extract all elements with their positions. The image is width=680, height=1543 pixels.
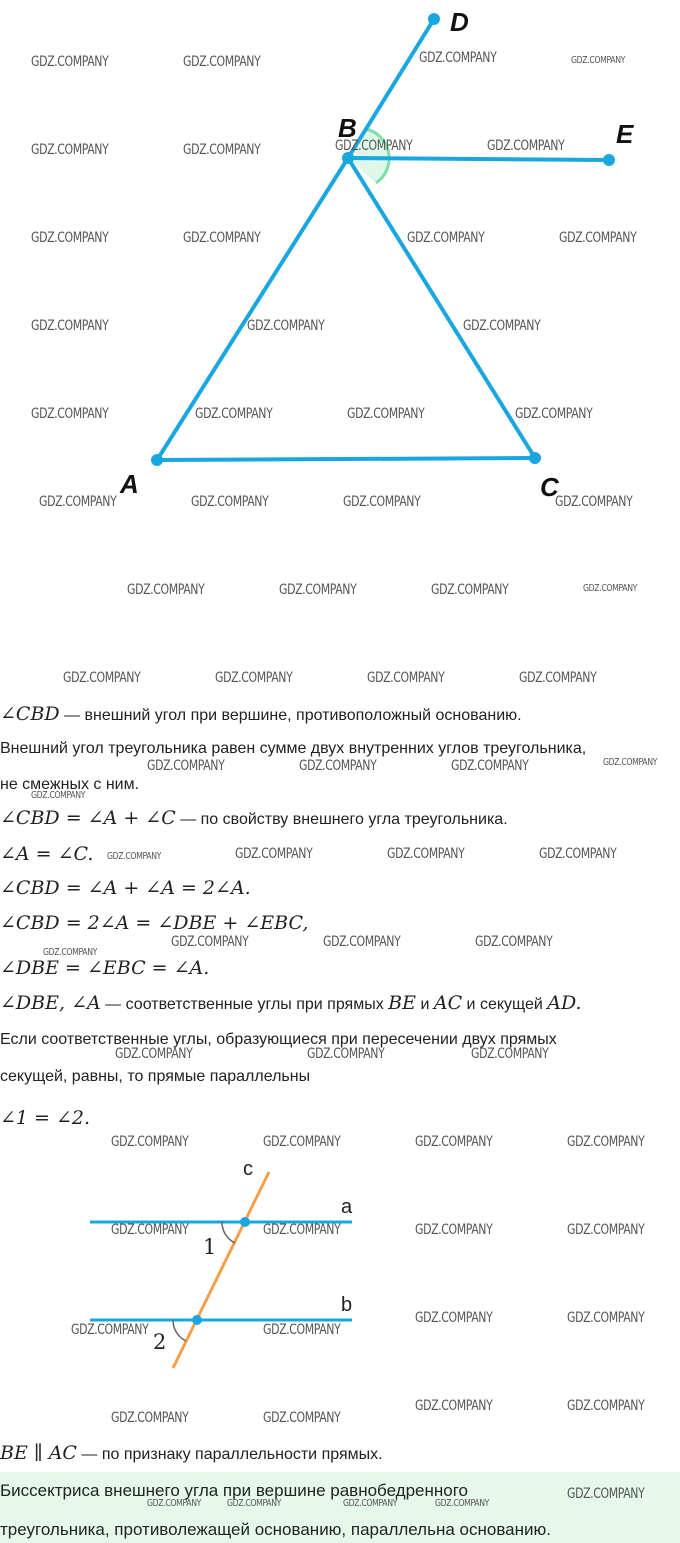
text: Внешний угол треугольника равен сумме двух внутренних углов треугольника,: [0, 740, 587, 757]
line-theorem: [0, 738, 680, 760]
watermark: GDZ.COMPANY: [127, 582, 205, 598]
watermark: GDZ.COMPANY: [567, 1134, 645, 1150]
angle-2-arc: [173, 1320, 186, 1341]
label-c: C: [540, 472, 559, 502]
watermark: GDZ.COMPANY: [147, 758, 225, 774]
watermark: GDZ.COMPANY: [247, 318, 325, 334]
watermark: GDZ.COMPANY: [387, 846, 465, 862]
watermark: GDZ.COMPANY: [487, 138, 565, 154]
watermark: GDZ.COMPANY: [415, 1222, 493, 1238]
watermark: GDZ.COMPANY: [603, 757, 658, 768]
ray-be: [348, 158, 609, 160]
watermark: GDZ.COMPANY: [183, 142, 261, 158]
text: не смежных с ним.: [0, 776, 140, 793]
text: Если соответственные углы, образующиеся при пересечении двух прямых: [0, 1031, 557, 1048]
point-c: [529, 452, 541, 464]
label-b: B: [338, 113, 357, 143]
watermark: GDZ.COMPANY: [31, 790, 86, 801]
label-a: A: [120, 469, 139, 499]
watermark: GDZ.COMPANY: [415, 1134, 493, 1150]
math-expr: ∠1 = ∠2.: [0, 1107, 91, 1129]
watermark: GDZ.COMPANY: [583, 583, 638, 594]
line-corresponding: [0, 992, 680, 1016]
angle-1-arc: [222, 1222, 235, 1243]
watermark: GDZ.COMPANY: [539, 846, 617, 862]
line-property: [0, 807, 680, 831]
watermark: GDZ.COMPANY: [567, 1310, 645, 1326]
watermark: GDZ.COMPANY: [567, 1222, 645, 1238]
watermark: GDZ.COMPANY: [111, 1222, 189, 1238]
line-split: [0, 912, 680, 936]
watermark: GDZ.COMPANY: [147, 1498, 202, 1509]
watermark: GDZ.COMPANY: [263, 1134, 341, 1150]
text: и секущей: [462, 996, 548, 1013]
point-e: [603, 154, 615, 166]
watermark: GDZ.COMPANY: [335, 138, 413, 154]
text: — по признаку параллельности прямых.: [76, 1446, 383, 1463]
text: — соответственные углы при прямых: [100, 996, 389, 1013]
text: секущей, равны, то прямые параллельны: [0, 1068, 311, 1085]
text: и: [416, 996, 434, 1013]
watermark: GDZ.COMPANY: [263, 1222, 341, 1238]
watermark: GDZ.COMPANY: [171, 934, 249, 950]
watermark: GDZ.COMPANY: [415, 1310, 493, 1326]
watermark: GDZ.COMPANY: [299, 758, 377, 774]
watermark: GDZ.COMPANY: [519, 670, 597, 686]
watermark: GDZ.COMPANY: [451, 758, 529, 774]
watermark: GDZ.COMPANY: [263, 1322, 341, 1338]
watermark: GDZ.COMPANY: [31, 318, 109, 334]
watermark: GDZ.COMPANY: [567, 1398, 645, 1414]
watermark: GDZ.COMPANY: [559, 230, 637, 246]
watermark: GDZ.COMPANY: [343, 494, 421, 510]
math-expr: ∠CBD = ∠A + ∠A = 2∠A.: [0, 877, 251, 899]
watermark: GDZ.COMPANY: [31, 230, 109, 246]
math-expr: ∠A = ∠C.: [0, 843, 94, 865]
watermark: GDZ.COMPANY: [515, 406, 593, 422]
intersection-b: [192, 1315, 202, 1325]
text: — внешний угол при вершине, противоположный основанию.: [59, 707, 522, 724]
watermark: GDZ.COMPANY: [347, 406, 425, 422]
watermark: GDZ.COMPANY: [183, 230, 261, 246]
watermark: GDZ.COMPANY: [191, 494, 269, 510]
watermark: GDZ.COMPANY: [215, 670, 293, 686]
triangle-figure: [119, 7, 637, 502]
watermark: GDZ.COMPANY: [31, 142, 109, 158]
watermark: GDZ.COMPANY: [567, 1486, 645, 1502]
watermark: GDZ.COMPANY: [279, 582, 357, 598]
math-expr: ∠DBE, ∠A: [0, 992, 101, 1014]
watermark: GDZ.COMPANY: [571, 55, 626, 66]
point-d: [428, 13, 440, 25]
watermark: GDZ.COMPANY: [31, 406, 109, 422]
watermark: GDZ.COMPANY: [419, 50, 497, 66]
watermark: GDZ.COMPANY: [323, 934, 401, 950]
watermark: GDZ.COMPANY: [471, 1046, 549, 1062]
watermark: GDZ.COMPANY: [307, 1046, 385, 1062]
point-a: [151, 454, 163, 466]
watermark: GDZ.COMPANY: [111, 1134, 189, 1150]
watermark: GDZ.COMPANY: [431, 582, 509, 598]
math-be: BE: [388, 992, 417, 1014]
watermark: GDZ.COMPANY: [39, 494, 117, 510]
watermark: GDZ.COMPANY: [71, 1322, 149, 1338]
line-criterion-cont: [0, 1066, 680, 1088]
side-ac: [157, 458, 535, 460]
watermark: GDZ.COMPANY: [183, 54, 261, 70]
watermark: GDZ.COMPANY: [555, 494, 633, 510]
label-angle-2: 2: [153, 1330, 167, 1354]
label-d: D: [450, 7, 469, 37]
watermark: GDZ.COMPANY: [63, 670, 141, 686]
watermark: GDZ.COMPANY: [435, 1498, 490, 1509]
watermark: GDZ.COMPANY: [43, 947, 98, 958]
watermark: GDZ.COMPANY: [227, 1498, 282, 1509]
watermark: GDZ.COMPANY: [367, 670, 445, 686]
watermark: GDZ.COMPANY: [111, 1410, 189, 1426]
line-sum: [0, 877, 680, 901]
line-equal-angles: [0, 957, 680, 981]
label-line-b: b: [341, 1294, 353, 1316]
label-line-a: a: [341, 1196, 353, 1218]
line-conclusion-cont: [0, 1519, 680, 1541]
math-expr: ∠CBD = 2∠A = ∠DBE + ∠EBC,: [0, 912, 309, 934]
watermark: GDZ.COMPANY: [115, 1046, 193, 1062]
watermark: GDZ.COMPANY: [463, 318, 541, 334]
intersection-a: [240, 1217, 250, 1227]
text: — по свойству внешнего угла треугольника.: [175, 811, 508, 828]
text: треугольника, противолежащей основанию, параллельна основанию.: [0, 1520, 551, 1539]
watermark: GDZ.COMPANY: [195, 406, 273, 422]
math-expr: ∠CBD = ∠A + ∠C: [0, 807, 176, 829]
math-expr: BE ∥ AC: [0, 1442, 77, 1464]
watermark: GDZ.COMPANY: [415, 1398, 493, 1414]
watermark: GDZ.COMPANY: [343, 1498, 398, 1509]
math-expr: ∠DBE = ∠EBC = ∠A.: [0, 957, 210, 979]
line-exterior-angle: [0, 703, 680, 727]
line-theorem-cont: [0, 774, 680, 796]
watermark: GDZ.COMPANY: [107, 851, 162, 862]
watermark: GDZ.COMPANY: [31, 54, 109, 70]
label-e: E: [616, 119, 634, 149]
line-angle-equality: [0, 1107, 680, 1131]
line-c: [173, 1172, 269, 1368]
text: Биссектриса внешнего угла при вершине равнобедренного: [0, 1481, 469, 1500]
label-line-c: c: [243, 1158, 253, 1180]
math-ac: AC: [433, 992, 463, 1014]
watermark: GDZ.COMPANY: [475, 934, 553, 950]
watermark: GDZ.COMPANY: [263, 1410, 341, 1426]
math-ad: AD.: [547, 992, 582, 1014]
label-angle-1: 1: [203, 1235, 217, 1259]
watermark: GDZ.COMPANY: [235, 846, 313, 862]
watermark: GDZ.COMPANY: [407, 230, 485, 246]
line-parallel: [0, 1442, 680, 1466]
math-cbd: ∠CBD: [0, 703, 60, 725]
